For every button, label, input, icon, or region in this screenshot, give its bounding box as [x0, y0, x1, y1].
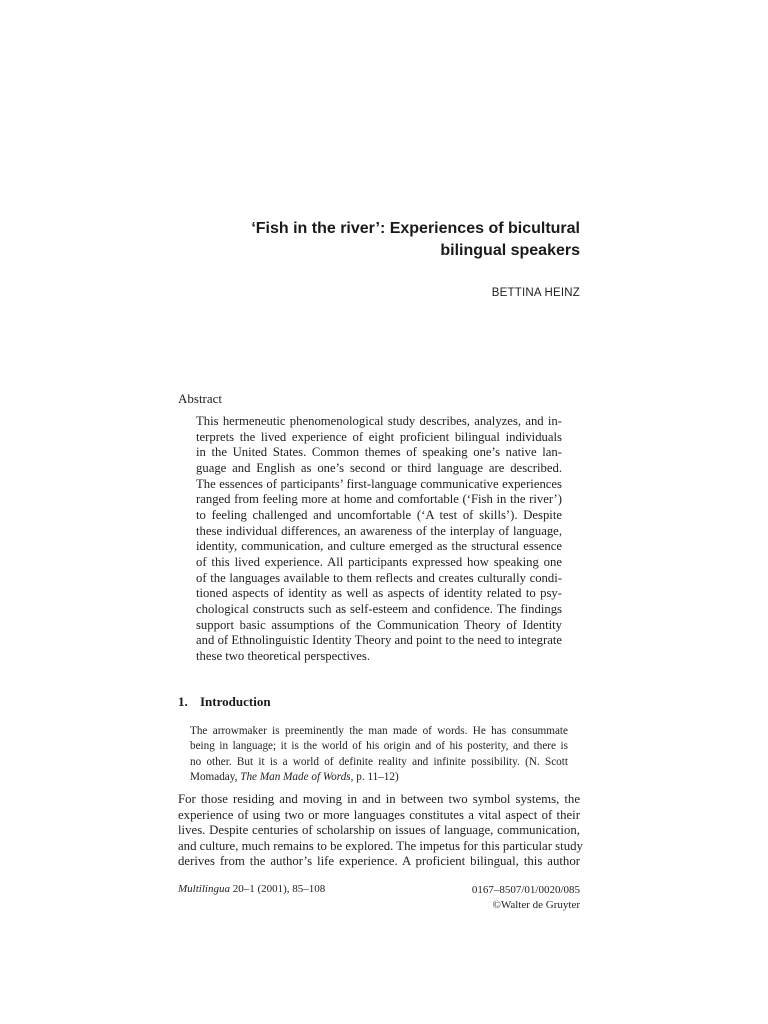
publisher-info [472, 883, 580, 913]
abstract-line: in the United States. Common themes of speaking one’s native lan- [196, 445, 562, 460]
issn-code: 0167–8507/01/0020/085 [471, 884, 580, 896]
introduction-body [178, 792, 583, 870]
epigraph-citation-pages: , p. 11–12) [350, 770, 399, 783]
body-line: experience of using two or more languages constitutes a vital aspect of their [178, 807, 580, 822]
epigraph-citation [190, 770, 568, 785]
abstract-line: ranged from feeling more at home and comfortable (‘Fish in the river’) [196, 492, 562, 507]
article-title [178, 218, 580, 262]
body-line: derives from the author’s life experience. A proficient bilingual, this author [178, 854, 580, 869]
copyright-publisher: ©Walter de Gruyter [492, 899, 580, 911]
body-line: and culture, much remains to be explored. The impetus for this particular study [178, 838, 583, 853]
abstract-heading: Abstract [178, 391, 223, 406]
abstract-body [196, 414, 562, 665]
abstract-line: tioned aspects of identity as well as aspects of identity related to psy- [196, 586, 562, 601]
author-name: BETTINA HEINZ [491, 287, 580, 299]
abstract-line: terprets the lived experience of eight proficient bilingual individuals [196, 429, 562, 444]
journal-volume-pages: 20–1 (2001), 85–108 [229, 883, 326, 895]
body-line: For those residing and moving in and in between two symbol systems, the [178, 792, 580, 806]
journal-name: Multilingua [178, 883, 230, 895]
abstract-line: of the languages available to them reflects and creates culturally condi- [196, 570, 562, 585]
abstract-line: and of Ethnolinguistic Identity Theory and point to the need to integrate [196, 633, 562, 648]
epigraph-line: The arrowmaker is preeminently the man made of words. He has consummate [190, 725, 568, 737]
abstract-line: chological constructs such as self-esteem and confidence. The findings [196, 601, 562, 616]
abstract-line: of this lived experience. All participants expressed how speaking one [196, 554, 562, 569]
epigraph [190, 724, 568, 785]
abstract-line: The essences of participants’ first-language communicative experiences [196, 476, 562, 491]
body-line: lives. Despite centuries of scholarship on issues of language, communication, [178, 823, 580, 838]
section-number: 1. [178, 694, 188, 709]
abstract-line: these two theoretical perspectives. [196, 648, 371, 663]
abstract-line: to feeling challenged and uncomfortable (‘A test of skills’). Despite [196, 507, 562, 522]
section-heading-introduction [178, 694, 271, 710]
epigraph-citation-title: The Man Made of Words [240, 770, 351, 783]
abstract-line: support basic assumptions of the Communication Theory of Identity [196, 617, 562, 632]
abstract-line: This hermeneutic phenomenological study describes, analyzes, and in- [196, 414, 562, 428]
abstract-line: guage and English as one’s second or third language are described. [196, 460, 562, 475]
epigraph-citation-author: Momaday, [190, 770, 241, 783]
journal-citation [178, 883, 325, 895]
article-title-line: bilingual speakers [440, 242, 580, 259]
abstract-line: these individual differences, an awareness of the interplay of language, [196, 523, 562, 538]
section-title: Introduction [200, 694, 271, 709]
epigraph-line: no other. But it is a world of definite reality and infinite possibility. (N. Scott [190, 755, 568, 768]
abstract-line: identity, communication, and culture emerged as the structural essence [196, 539, 562, 554]
epigraph-line: being in language; it is the world of his origin and of his posterity, and there is [190, 740, 568, 753]
article-title-line: ‘Fish in the river’: Experiences of bicultural [251, 220, 580, 237]
